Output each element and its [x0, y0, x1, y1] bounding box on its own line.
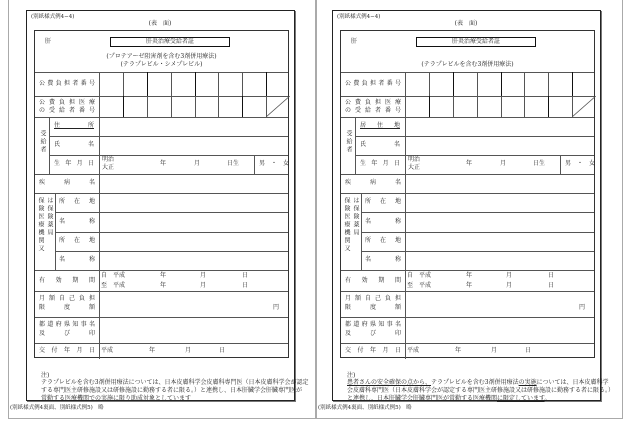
- note-text: の実施: [518, 379, 537, 386]
- row-divider: [341, 317, 594, 318]
- payer-number-label: 公費負担者番号: [39, 80, 95, 87]
- note-text: テラプレビルを含む3剤併用療法については、日本皮膚科学会皮膚科専門医（日本皮膚科学会が認定: [41, 379, 309, 386]
- column-divider: [218, 72, 219, 96]
- note-heading: 注): [347, 372, 356, 379]
- column-divider: [49, 117, 50, 174]
- month-label: 月: [200, 272, 207, 279]
- facility-name-label: 名称: [59, 256, 95, 263]
- sex-selector: 男 ・ 女: [259, 160, 290, 167]
- note-line: [347, 387, 614, 395]
- monthly-limit-label: 月額自己負担: [39, 295, 95, 302]
- recipient-group-label: 受給者: [39, 130, 46, 154]
- row-divider: [355, 155, 594, 156]
- certificate-form: [26, 10, 309, 402]
- column-divider: [524, 96, 525, 117]
- column-divider: [55, 193, 56, 270]
- row-divider: [35, 117, 288, 118]
- row-divider: [35, 72, 288, 73]
- address-label: 住所: [54, 122, 94, 129]
- day-label: 日: [242, 282, 249, 289]
- row-divider: [341, 193, 594, 194]
- note-text: に限定しています: [497, 395, 545, 402]
- note-text: する専門医主研修施設又は研修施設に勤務する者に限る。）と連携し、日本肝臓学会肝臓専門医が: [41, 387, 303, 394]
- note-text: 。: [544, 395, 551, 402]
- recipient-number-label: 公費負担医療: [345, 99, 401, 106]
- recipient-number-label: 公費負担医療: [39, 99, 95, 106]
- note-line: [41, 387, 302, 395]
- sex-selector: 男 ・ 女: [565, 160, 596, 167]
- form-id: (別紙様式例4−4): [31, 14, 75, 20]
- day-label: 日: [219, 347, 226, 354]
- column-divider: [361, 193, 362, 270]
- column-divider: [548, 96, 549, 117]
- validity-from: 自 平成: [407, 272, 432, 279]
- footer-note: (別紙様式例4裏面、別紙様式例5) 略: [10, 405, 104, 411]
- governor-label: 及び印: [39, 330, 95, 337]
- month-label: 月: [194, 160, 201, 167]
- recipient-number-label: の受給者番号: [39, 107, 95, 114]
- address-label: 居住地: [360, 122, 400, 129]
- monthly-limit-label: 月額自己負担: [345, 295, 401, 302]
- issued-date-label: 交付年月日: [345, 347, 401, 354]
- column-divider: [405, 72, 406, 359]
- slash-cell: [572, 96, 596, 117]
- row-divider: [35, 174, 288, 175]
- note-text: と連携し、日本肝臓学会肝臓専門医が常勤する医療機関: [347, 395, 498, 402]
- column-divider: [429, 72, 430, 96]
- note-text: 患者さんの安全確保の点から、: [347, 379, 432, 386]
- birth-date-label: 生年月日: [360, 160, 400, 167]
- row-divider: [361, 232, 594, 233]
- note-line: [347, 379, 609, 387]
- disease-name-label: 疾病名: [39, 179, 95, 186]
- issued-era: 平成: [407, 347, 420, 354]
- note-text: テラプレビルを含む3剤併用療法: [431, 379, 519, 386]
- row-divider: [35, 317, 288, 318]
- row-divider: [35, 193, 288, 194]
- certificate-form: [332, 10, 615, 402]
- column-divider: [266, 72, 267, 96]
- year-label: 年: [455, 347, 462, 354]
- insurer-group-label: 保険医療機関又: [343, 197, 350, 253]
- year-label: 年: [160, 272, 167, 279]
- year-label: 年: [466, 160, 473, 167]
- row-divider: [341, 96, 594, 97]
- column-divider: [477, 72, 478, 96]
- row-divider: [341, 291, 594, 292]
- column-divider: [147, 96, 148, 117]
- era-meiji: 明治: [408, 156, 421, 163]
- day-label: 日: [525, 347, 532, 354]
- insurer-group-label: は保険薬局: [46, 197, 53, 237]
- column-divider: [242, 72, 243, 96]
- day-label: 日生: [533, 160, 546, 167]
- validity-from: 自 平成: [101, 272, 126, 279]
- governor-label: 都道府県知事名: [345, 321, 401, 328]
- day-label: 日: [548, 282, 555, 289]
- column-divider: [453, 96, 454, 117]
- location-label: 所在地: [59, 198, 95, 205]
- location-label: 所在地: [59, 237, 95, 244]
- yen-unit: 円: [579, 304, 586, 311]
- validity-label: 有効期間: [39, 277, 95, 284]
- facility-name-label: 名称: [59, 218, 95, 225]
- side-label: (表 面): [148, 20, 172, 27]
- column-divider: [477, 96, 478, 117]
- row-divider: [55, 212, 288, 213]
- note-text: については、日本皮膚科学: [536, 379, 609, 386]
- disease-name-label: 疾病名: [345, 179, 401, 186]
- note-text: 会皮膚科専門医（日本皮膚科学会が認定する専門医主研修施設又は研修施設に勤務する者に限る。）: [347, 387, 615, 394]
- validity-label: 有効期間: [345, 277, 401, 284]
- month-label: 月: [200, 282, 207, 289]
- governor-label: 及び印: [345, 330, 401, 337]
- month-label: 月: [506, 282, 513, 289]
- column-divider: [242, 96, 243, 117]
- side-label: (表 面): [454, 20, 478, 27]
- issued-era: 平成: [101, 347, 114, 354]
- day-label: 日生: [227, 160, 240, 167]
- row-divider: [341, 270, 594, 271]
- issued-date-label: 交付年月日: [39, 347, 95, 354]
- note-heading: 注): [41, 372, 50, 379]
- row-divider: [341, 72, 594, 73]
- column-divider: [171, 72, 172, 96]
- certificate-table: [34, 30, 289, 358]
- name-label: 氏名: [360, 141, 400, 148]
- year-label: 年: [160, 282, 167, 289]
- year-label: 年: [160, 160, 167, 167]
- insurer-group-label: 保険医療機関又: [37, 197, 44, 253]
- column-divider: [254, 155, 255, 174]
- era-meiji: 明治: [102, 156, 115, 163]
- row-divider: [341, 343, 594, 344]
- year-label: 年: [466, 272, 473, 279]
- row-divider: [35, 96, 288, 97]
- year-label: 年: [149, 347, 156, 354]
- day-label: 日: [548, 272, 555, 279]
- row-divider: [361, 251, 594, 252]
- birth-date-label: 生年月日: [54, 160, 94, 167]
- row-divider: [361, 212, 594, 213]
- footer-note: (別紙様式例4裏面、別紙様式例5) 略: [318, 405, 412, 411]
- column-divider: [501, 96, 502, 117]
- row-divider: [55, 232, 288, 233]
- recipient-number-label: の受給者番号: [345, 107, 401, 114]
- certificate-title: 肝炎治療受給者証: [416, 37, 536, 47]
- column-divider: [453, 72, 454, 96]
- column-divider: [195, 72, 196, 96]
- monthly-limit-label: 限度額: [345, 304, 401, 311]
- location-label: 所在地: [365, 198, 401, 205]
- recipient-group-label: 受給者: [345, 130, 352, 154]
- month-label: 月: [506, 272, 513, 279]
- era-taisho: 大正: [102, 164, 115, 171]
- column-divider: [355, 117, 356, 174]
- column-divider: [524, 72, 525, 96]
- certificate-table: [340, 30, 595, 358]
- column-divider: [501, 72, 502, 96]
- year-label: 年: [466, 282, 473, 289]
- month-label: 月: [491, 347, 498, 354]
- column-divider: [429, 96, 430, 117]
- row-divider: [55, 251, 288, 252]
- subtitle: (テラプレビルを含む3剤併用療法): [421, 61, 514, 68]
- subtitle: (テラプレビル・シメプレビル): [120, 61, 203, 68]
- column-divider: [123, 96, 124, 117]
- row-divider: [35, 270, 288, 271]
- insurer-group-label: は保険薬局: [352, 197, 359, 237]
- row-divider: [49, 155, 288, 156]
- prefix-label: 肝: [45, 38, 52, 45]
- governor-label: 都道府県知事名: [39, 321, 95, 328]
- day-label: 日: [242, 272, 249, 279]
- note-line: [347, 395, 551, 403]
- slash-cell: [266, 96, 290, 117]
- column-divider: [147, 72, 148, 96]
- name-label: 氏名: [54, 141, 94, 148]
- row-divider: [341, 174, 594, 175]
- column-divider: [123, 72, 124, 96]
- note-text: 常勤する医療機関での実施に限り助成対象としています: [41, 395, 192, 402]
- facility-name-label: 名称: [365, 218, 401, 225]
- row-divider: [341, 117, 594, 118]
- form-id: (別紙様式例4−4): [337, 14, 381, 20]
- column-divider: [171, 96, 172, 117]
- row-divider: [35, 343, 288, 344]
- monthly-limit-label: 限度額: [39, 304, 95, 311]
- column-divider: [218, 96, 219, 117]
- note-line: [41, 395, 191, 403]
- row-divider: [355, 136, 594, 137]
- facility-name-label: 名称: [365, 256, 401, 263]
- column-divider: [99, 72, 100, 359]
- validity-to: 至 平成: [101, 282, 126, 289]
- column-divider: [572, 72, 573, 96]
- yen-unit: 円: [273, 304, 280, 311]
- month-label: 月: [185, 347, 192, 354]
- column-divider: [560, 155, 561, 174]
- subtitle: (プロテアーゼ阻害剤を含む3剤併用療法): [106, 53, 217, 60]
- payer-number-label: 公費負担者番号: [345, 80, 401, 87]
- column-divider: [195, 96, 196, 117]
- era-taisho: 大正: [408, 164, 421, 171]
- note-line: [41, 379, 308, 387]
- row-divider: [49, 136, 288, 137]
- certificate-title: 肝炎治療受給者証: [110, 37, 230, 47]
- row-divider: [35, 291, 288, 292]
- validity-to: 至 平成: [407, 282, 432, 289]
- location-label: 所在地: [365, 237, 401, 244]
- column-divider: [548, 72, 549, 96]
- prefix-label: 肝: [351, 38, 358, 45]
- month-label: 月: [500, 160, 507, 167]
